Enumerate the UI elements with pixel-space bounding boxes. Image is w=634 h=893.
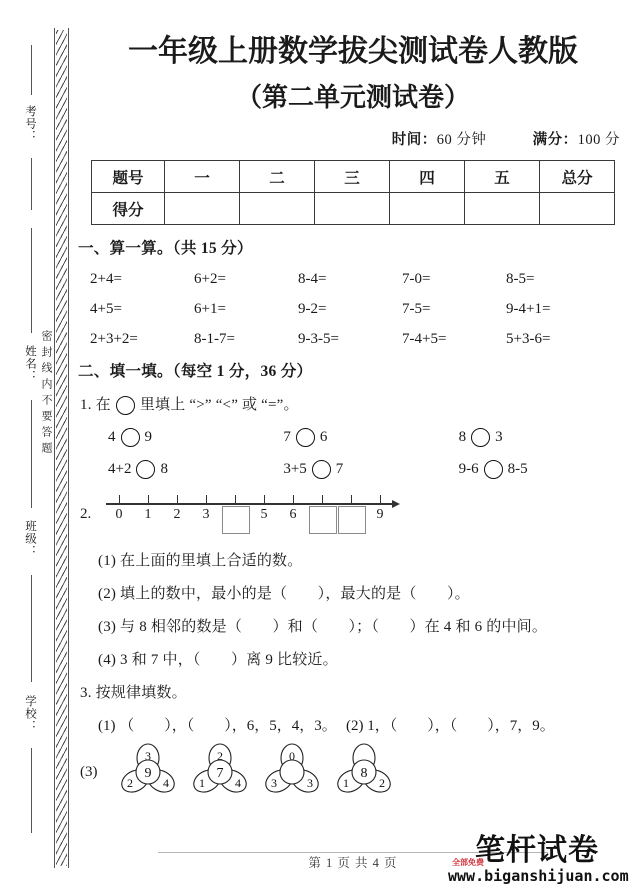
number-line-tick <box>235 495 236 504</box>
compare-item-1-3 <box>459 428 634 447</box>
compare-left-1-1: 4 <box>108 429 116 446</box>
trefoil-diagram <box>262 743 322 801</box>
trefoil-value-right: 4 <box>235 776 241 791</box>
compare-left-1-3: 8 <box>458 429 467 446</box>
row-header-score: 得分 <box>92 193 165 225</box>
field-label-name: 姓名： <box>24 345 36 383</box>
field-label-exam-number: 考号： <box>24 105 36 143</box>
trefoil-value-center: 7 <box>216 766 224 782</box>
calc-item-2-2: 6+1= <box>194 301 226 318</box>
compare-item-2-2 <box>283 460 458 479</box>
compare-right-1-2: 6 <box>319 429 328 446</box>
compare-left-2-2: 3+5 <box>283 461 307 478</box>
calc-item-2-3: 9-2= <box>298 301 327 318</box>
number-line-label: 1 <box>144 507 152 523</box>
calc-item-3-1: 2+3+2= <box>90 331 138 348</box>
total-score-value: 100 分 <box>577 132 620 149</box>
compare-row-2 <box>108 460 634 479</box>
calc-row-2 <box>90 301 634 318</box>
trefoil-diagram <box>190 743 250 801</box>
compare-right-2-1: 8 <box>160 461 168 478</box>
question-2-2-sub-4: (4) 3 和 7 中，（ ）离 9 比较近。 <box>98 652 338 669</box>
trefoil-value-left: 2 <box>127 776 133 791</box>
section-heading-two: 二、填一填。（每空 1 分，36 分） <box>78 363 313 381</box>
field-label-class: 班级： <box>24 520 36 558</box>
compare-right-1-3: 3 <box>495 429 503 446</box>
number-line-tick <box>264 495 265 504</box>
answer-circle-icon[interactable] <box>471 428 490 447</box>
calc-item-1-1: 2+4= <box>90 271 122 288</box>
trefoil-diagram <box>334 743 394 801</box>
score-cell-4[interactable] <box>390 193 465 225</box>
trefoil-value-right: 2 <box>379 776 385 791</box>
trefoil-value-top: 0 <box>289 749 295 764</box>
number-line-tick <box>148 495 149 504</box>
table-cell-col-1: 一 <box>165 161 240 193</box>
table-cell-col-2: 二 <box>240 161 315 193</box>
trefoil-center-circle <box>280 760 304 784</box>
question-2-2-sub-1: (1) 在上面的里填上合适的数。 <box>98 553 303 570</box>
trefoil-value-center: 8 <box>360 766 368 782</box>
calc-item-1-3: 8-4= <box>298 271 327 288</box>
calc-row-3 <box>90 331 634 348</box>
table-cell-col-5: 五 <box>465 161 540 193</box>
question-2-1-prompt <box>80 393 634 415</box>
total-score-label: 满分： <box>532 132 578 149</box>
compare-right-2-3: 8-5 <box>507 461 528 478</box>
trefoil-value-right: 3 <box>307 776 313 791</box>
circle-icon <box>116 396 135 415</box>
seal-rule-right <box>68 28 69 868</box>
compare-left-2-3: 9-6 <box>458 461 479 478</box>
table-row-question-numbers <box>92 161 615 193</box>
watermark-url: www.biganshijuan.com <box>448 867 629 885</box>
question-2-2-sub-3: (3) 与 8 相邻的数是（ ）和（ ）；（ ）在 4 和 6 的中间。 <box>98 619 548 636</box>
calc-item-2-4: 7-5= <box>402 301 431 318</box>
number-line-tick <box>119 495 120 504</box>
number-line-tick <box>206 495 207 504</box>
score-cell-3[interactable] <box>315 193 390 225</box>
table-cell-col-3: 三 <box>315 161 390 193</box>
watermark-brand-name: 笔杆试卷 <box>475 833 599 868</box>
question-2-1-prompt-post: 里填上 “>” “<” 或 “=”。 <box>139 397 299 414</box>
compare-left-1-2: 7 <box>283 429 291 446</box>
calc-item-1-4: 7-0= <box>402 271 431 288</box>
compare-right-2-2: 7 <box>335 461 344 478</box>
number-line-answer-box[interactable] <box>222 506 250 534</box>
number-line-answer-box[interactable] <box>338 506 366 534</box>
field-rule-name-upper <box>31 228 32 333</box>
compare-item-2-3 <box>459 460 634 479</box>
field-rule-school-lower <box>31 748 32 833</box>
calc-item-3-3: 9-3-5= <box>298 331 339 348</box>
number-line-label: 0 <box>115 507 123 523</box>
table-cell-col-total: 总分 <box>540 161 615 193</box>
question-2-1-prompt-pre: 1. 在 <box>80 397 111 414</box>
field-rule-school-upper <box>31 590 32 682</box>
seal-hatch-pattern <box>56 30 67 866</box>
time-label: 时间： <box>391 132 437 149</box>
answer-circle-icon[interactable] <box>296 428 315 447</box>
calc-item-2-5: 9-4+1= <box>506 301 551 318</box>
answer-circle-icon[interactable] <box>136 460 155 479</box>
worksheet-page <box>72 0 634 893</box>
table-row-scores <box>92 193 615 225</box>
compare-item-1-2 <box>283 428 458 447</box>
number-line-label: 6 <box>289 507 297 523</box>
number-line-tick <box>322 495 323 504</box>
calc-item-2-1: 4+5= <box>90 301 122 318</box>
trefoil-diagram <box>118 743 178 801</box>
field-label-school: 学校： <box>24 695 36 733</box>
trefoil-value-top: 3 <box>145 749 151 764</box>
trefoil-value-right: 4 <box>163 776 169 791</box>
calc-row-1 <box>90 271 634 288</box>
number-line-tick <box>351 495 352 504</box>
calc-item-1-5: 8-5= <box>506 271 535 288</box>
trefoil-value-left: 1 <box>199 776 205 791</box>
answer-circle-icon[interactable] <box>121 428 140 447</box>
question-2-2-block <box>80 493 634 537</box>
trefoil-value-left: 3 <box>271 776 277 791</box>
page-subtitle: （第二单元测试卷） <box>235 83 470 113</box>
question-2-2-label: 2. <box>80 506 92 523</box>
score-cell-1[interactable] <box>165 193 240 225</box>
calc-item-3-4: 7-4+5= <box>402 331 447 348</box>
score-cell-5[interactable] <box>465 193 540 225</box>
field-rule-exam-number-upper <box>31 45 32 95</box>
number-line-label: 9 <box>376 507 384 523</box>
score-cell-2[interactable] <box>240 193 315 225</box>
pattern-item-1: (1) （ ），（ ），6，5，4，3。 <box>98 718 337 735</box>
number-line-answer-box[interactable] <box>309 506 337 534</box>
page-footer: 第 1 页 共 4 页 <box>308 856 398 870</box>
field-rule-class-upper <box>31 418 32 508</box>
compare-item-2-1 <box>108 460 283 479</box>
compare-item-1-1 <box>108 428 283 447</box>
watermark-free-badge: 全部免费 <box>452 858 484 867</box>
number-line-tick <box>177 495 178 504</box>
section-heading-one: 一、算一算。（共 15 分） <box>78 240 253 258</box>
title-block <box>72 0 634 114</box>
trefoil-value-center: 9 <box>144 766 152 782</box>
number-line-label: 5 <box>260 507 268 523</box>
table-cell-col-4: 四 <box>390 161 465 193</box>
seal-rule-left <box>54 28 55 868</box>
number-line-label: 2 <box>173 507 181 523</box>
exam-meta-line <box>72 128 634 149</box>
score-cell-total[interactable] <box>540 193 615 225</box>
seal-warning-text: 密封线内不要答题 <box>40 330 52 458</box>
question-2-3-heading: 3. 按规律填数。 <box>80 685 187 702</box>
time-value: 60 分钟 <box>436 132 487 149</box>
watermark <box>448 833 629 885</box>
answer-circle-icon[interactable] <box>312 460 331 479</box>
row-header-question-number: 题号 <box>92 161 165 193</box>
number-line-tick <box>293 495 294 504</box>
score-table <box>91 160 615 225</box>
question-2-2-sub-2: (2) 填上的数中，最小的是（ ），最大的是（ ）。 <box>98 586 470 603</box>
compare-right-1-1: 9 <box>144 429 152 446</box>
trefoil-value-top: 2 <box>217 749 223 764</box>
answer-circle-icon[interactable] <box>484 460 503 479</box>
trefoil-value-left: 1 <box>343 776 349 791</box>
calc-item-3-2: 8-1-7= <box>194 331 235 348</box>
number-line-tick <box>380 495 381 504</box>
number-line-diagram <box>106 493 406 537</box>
compare-left-2-1: 4+2 <box>108 461 132 478</box>
number-line-label: 3 <box>202 507 210 523</box>
compare-row-1 <box>108 428 634 447</box>
calc-item-3-5: 5+3-6= <box>506 331 551 348</box>
question-2-3-trefoil-label: (3) <box>80 763 98 780</box>
pattern-item-2: (2) 1，（ ），（ ），7，9。 <box>346 718 555 735</box>
seal-margin <box>0 0 72 893</box>
calc-item-1-2: 6+2= <box>194 271 226 288</box>
question-2-3-trefoil-row <box>80 743 634 801</box>
page-title: 一年级上册数学拔尖测试卷人教版 <box>128 35 578 68</box>
question-2-3-pattern-row <box>98 714 634 735</box>
arrow-right-icon <box>392 500 400 508</box>
field-rule-exam-number-lower <box>31 158 32 210</box>
